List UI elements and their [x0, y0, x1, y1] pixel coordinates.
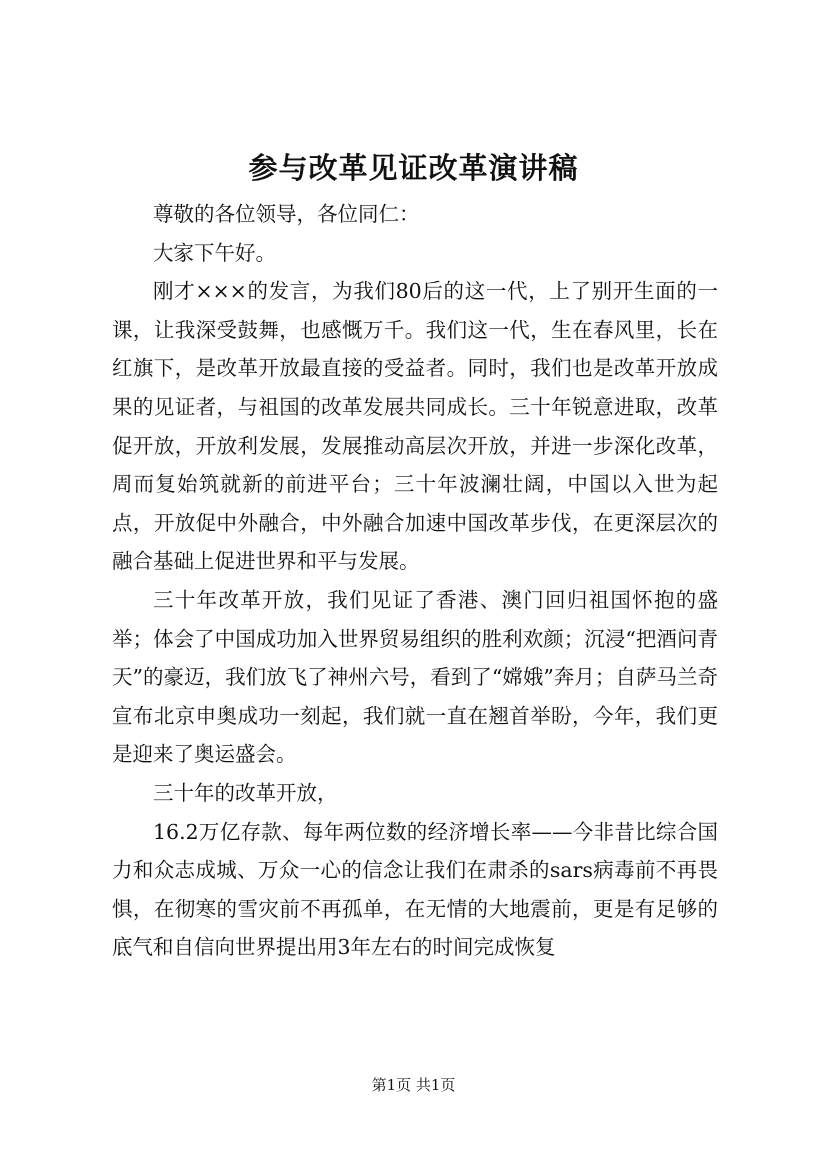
paragraph-salutation: 尊敬的各位领导，各位同仁： — [153, 202, 420, 226]
page-footer: 第1页 共1页 — [371, 1076, 456, 1094]
paragraph-economy: 16.2万亿存款、每年两位数的经济增长率——今非昔比综合国力和众志成城、万众一心的信念让我们在肃杀的sars病毒前不再畏惧，在彻寒的雪灾前不再孤单，在无情的大地震前，更是有足够的底气和自信向世界提出用3年左右的时间完成恢复 — [112, 819, 718, 960]
paragraph-witness: 三十年改革开放，我们见证了香港、澳门回归祖国怀抱的盛举；体会了中国成功加入世界贸易组织的胜利欢颜；沉浸“把酒问青天”的豪迈，我们放飞了神州六号，看到了“嫦娥”奔月；自萨马兰奇宣布北京申奥成功一刻起，我们就一直在翘首举盼，今年，我们更是迎来了奥运盛会。 — [112, 587, 718, 767]
paragraph-intro: 刚才×××的发言，为我们80后的这一代，上了别开生面的一课，让我深受鼓舞，也感慨万千。我们这一代，生在春风里，长在红旗下，是改革开放最直接的受益者。同时，我们也是改革开放成果的见证者，与祖国的改革发展共同成长。三十年锐意进取，改革促开放，开放利发展，发展推动高层次开放，并进一步深化改革，周而复始筑就新的前进平台；三十年波澜壮阔，中国以入世为起点，开放促中外融合，中外融合加速中国改革步伐，在更深层次的融合基础上促进世界和平与发展。 — [112, 279, 718, 574]
paragraph-thirty-years: 三十年的改革开放， — [153, 780, 338, 805]
document-title: 参与改革见证改革演讲稿 — [248, 151, 579, 185]
paragraph-greeting: 大家下午好。 — [153, 240, 276, 265]
document-body — [112, 195, 718, 967]
